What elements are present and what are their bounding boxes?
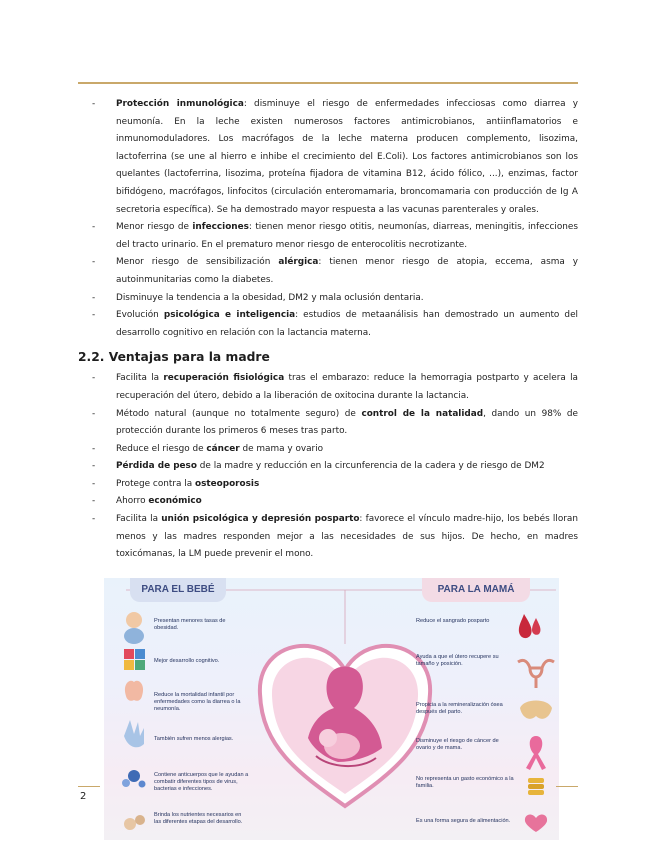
bullet-text: : estudios de metaanálisis han demostrado un aumento del desarrollo cognitivo en relación con la lactancia materna. xyxy=(116,310,578,338)
heart-hand-icon xyxy=(525,814,547,832)
bold-term: infecciones xyxy=(192,222,249,233)
mother-benefits-list xyxy=(78,370,578,564)
mother-benefit-text: Reduce el sangrado posparto xyxy=(416,618,490,624)
baby-icon xyxy=(124,612,144,644)
bullet-text: Evolución xyxy=(116,310,164,321)
bullet-dash: - xyxy=(92,408,96,419)
bold-term: psicológica e inteligencia xyxy=(163,310,296,321)
bullet-item xyxy=(78,511,578,564)
bold-term: recuperación fisiológica xyxy=(163,373,285,384)
bullet-dash: - xyxy=(92,257,96,268)
bullet-text: Menor riesgo de xyxy=(116,222,193,233)
bullet-text: , dando un 98% de protección durante los primeros 6 meses tras parto. xyxy=(116,408,578,437)
bold-term: Protección inmunológica xyxy=(116,99,244,109)
document-body xyxy=(78,96,578,564)
bullet-item xyxy=(78,96,578,219)
bold-term: cáncer xyxy=(206,443,240,454)
bold-term: Pérdida de peso xyxy=(116,461,197,472)
mother-benefit-text: No representa un gasto económico a la familia. xyxy=(416,776,514,789)
bullet-dash: - xyxy=(92,373,96,384)
mother-baby-heart xyxy=(260,646,430,806)
bullet-text: Disminuye la tendencia a la obesidad, DM2 y mala oclusión dentaria. xyxy=(116,292,424,303)
bullet-text: tras el embarazo: reduce la hemorragia postparto y acelera la recuperación del útero, debido a la liberación de oxitocina durante la lactancia. xyxy=(116,373,578,401)
page-number: 2 xyxy=(80,791,87,802)
baby-benefit-text: Mejor desarrollo cognitivo. xyxy=(154,658,220,664)
bullet-dash: - xyxy=(92,99,96,109)
bold-term: osteoporosis xyxy=(194,478,260,489)
bold-term: control de la natalidad xyxy=(361,408,484,419)
bullet-text: : tienen menor riesgo otitis, neumonías, diarreas, meningitis, infecciones del tracto urinario. En el prematuro menor riesgo de enterocolitis necrotizante. xyxy=(116,222,579,250)
breastfeeding-infographic xyxy=(104,578,559,840)
bullet-text: : disminuye el riesgo de enfermedades infecciosas como diarrea y neumonía. En la leche existen numerosos factores antimicrobianos, antiinflamatorios e inmunomoduladores. Los macrófagos de la leche materna producen complemento, lisozima, lactoferrina (se une al hierro e inhibe el crecimiento del E.Coli). Los factores antimicrobianos son los quelantes (lactoferrina, lisozima, proteína fijadora de vitamina B12, ácido fólico, ...), enzimas, factor bifidógeno, macrófagos, linfocitos (circulación enteromamaria, broncomamaria con producción de Ig A secretoria específica). Se ha demostrado mayor respuesta a las vacunas parenterales y orales. xyxy=(116,99,578,215)
bullet-item xyxy=(78,476,578,494)
bullet-dash: - xyxy=(92,292,96,303)
bullet-text: Menor riesgo de sensibilización xyxy=(116,257,279,268)
bold-term: económico xyxy=(148,496,202,507)
bullet-dash: - xyxy=(92,478,96,489)
bullet-item xyxy=(78,307,578,342)
bullet-item xyxy=(78,254,578,289)
coins-icon xyxy=(528,778,544,795)
baby-benefit-text: Brinda los nutrientes necesarios en las diferentes etapas del desarrollo. xyxy=(154,812,243,825)
blood-drops-icon xyxy=(519,614,541,638)
bullet-text: Método natural (aunque no totalmente seguro) de xyxy=(116,408,362,419)
bullet-text: : favorece el vínculo madre-hijo, los bebés lloran menos y las madres responden mejor a las necesidades de sus hijos. De hecho, en madres toxicómanas, la LM puede prevenir el mono. xyxy=(116,514,578,560)
bones-icon xyxy=(124,815,145,830)
mother-benefit-text: Propicia a la remineralización ósea después del parto. xyxy=(416,702,503,715)
mother-benefit-text: Ayuda a que el útero recupere su tamaño y posición. xyxy=(416,654,499,667)
bullet-item xyxy=(78,458,578,476)
bullet-text: de la madre y reducción en la circunferencia de la cadera y de riesgo de DM2 xyxy=(196,461,545,472)
bullet-text: Reduce el riesgo de xyxy=(116,443,207,454)
footer-rule-right xyxy=(556,786,578,787)
bullet-text: Ahorro xyxy=(116,496,149,507)
bullet-dash: - xyxy=(92,496,96,507)
bullet-text: Protege contra la xyxy=(116,478,195,489)
header-rule xyxy=(78,82,578,84)
baby-benefit-text: Contiene anticuerpos que le ayudan a combatir diferentes tipos de virus, bacterias e infecciones. xyxy=(154,772,249,792)
ribbon-icon xyxy=(526,736,546,770)
uterus-icon xyxy=(518,660,554,688)
mother-benefit-text: Es una forma segura de alimentación. xyxy=(416,818,511,824)
virus-icon xyxy=(122,770,146,788)
bullet-dash: - xyxy=(92,514,96,525)
bullet-item xyxy=(78,370,578,405)
bold-term: unión psicológica y depresión posparto xyxy=(161,514,360,525)
baby-benefit-text: Presentan menores tasas de obesidad. xyxy=(154,618,226,631)
bullet-dash: - xyxy=(92,310,96,321)
tab-mother: PARA LA MAMÁ xyxy=(422,578,530,602)
baby-benefits-list xyxy=(78,96,578,342)
section-heading: 2.2. Ventajas para la madre xyxy=(78,350,270,365)
bullet-dash: - xyxy=(92,443,96,454)
lungs-icon xyxy=(125,681,143,701)
mother-benefit-text: Disminuye el riesgo de cáncer de ovario y de mama. xyxy=(416,738,499,751)
abc-blocks-icon xyxy=(124,649,145,670)
bullet-text: : tienen menor riesgo de atopia, eccema, asma y autoinmunitarias como la diabetes. xyxy=(116,257,578,285)
bullet-text: de mama y ovario xyxy=(239,443,324,454)
bold-term: alérgica xyxy=(278,257,319,268)
baby-benefit-text: También sufren menos alergias. xyxy=(154,736,234,742)
footer-rule-left xyxy=(78,786,100,787)
bullet-item xyxy=(78,290,578,308)
bullet-item xyxy=(78,406,578,441)
tab-baby: PARA EL BEBÉ xyxy=(130,578,226,602)
bullet-text: Facilita la xyxy=(116,373,164,384)
bullet-text: Facilita la xyxy=(116,514,162,525)
hand-icon xyxy=(124,720,144,747)
bullet-dash: - xyxy=(92,222,96,233)
pelvis-icon xyxy=(520,701,552,719)
bullet-dash: - xyxy=(92,461,96,472)
bullet-item xyxy=(78,441,578,459)
baby-benefit-text: Reduce la mortalidad infantil por enfermedades como la diarrea o la neumonía. xyxy=(154,692,241,712)
bullet-item xyxy=(78,493,578,511)
bullet-item xyxy=(78,219,578,254)
